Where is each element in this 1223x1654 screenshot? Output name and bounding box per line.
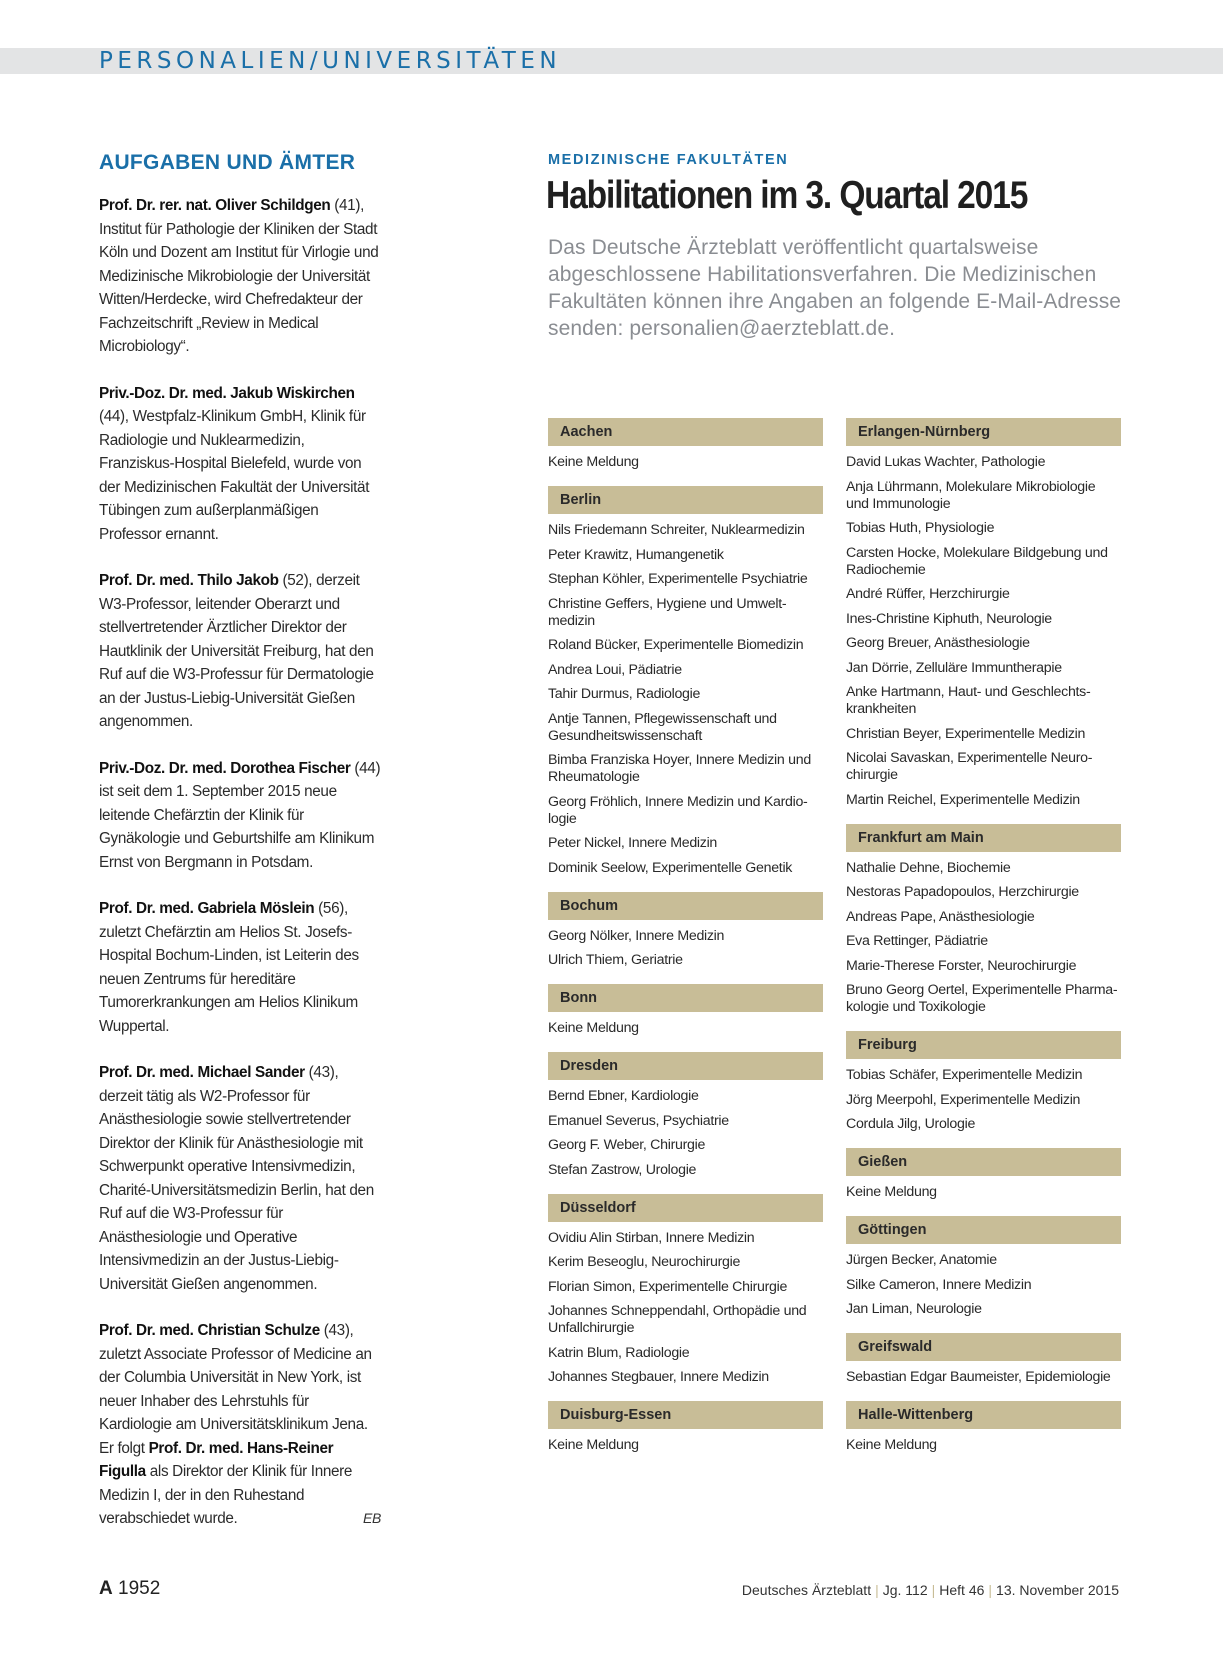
university-group [846,824,1121,1017]
habilitation-entry: Keine Meldung [548,1020,639,1036]
person-entry [99,897,381,1038]
university-group [846,1031,1121,1133]
person-name: Priv.-Doz. Dr. med. Jakub Wiskirchen [99,384,355,402]
university-heading: Greifswald [846,1333,1121,1361]
university-group [548,486,823,877]
journal-issue: Heft 46 [939,1582,985,1598]
habilitation-entry: Roland Bücker, Experimentelle Biomedizin [548,637,804,653]
journal-date: 13. November 2015 [996,1582,1119,1598]
article-intro: Das Deutsche Ärzteblatt veröffentlicht quartalsweise abgeschlossene Habilitationsverfahren. Die Medizinischen Fakultäten können ihre Angaben an folgende E-Mail-Adresse senden: personalien@aerzteblatt.de. [548,236,1122,340]
page-prefix: A [99,1578,113,1599]
university-group [846,1148,1121,1201]
person-text: (44), Westpfalz-Klinikum GmbH, Klinik für Radiologie und Nuklearmedizin, Franziskus-Hospital Bielefeld, wurde von der Medizinischen Fakultät der Universität Tübingen zum außerplanmäßigen Professor ernannt. [99,408,370,543]
university-heading: Gießen [846,1148,1121,1176]
article-title: Habilitationen im 3. Quartal 2015 [546,174,1028,217]
person-text: (43), zuletzt Associate Professor of Medicine an der Columbia Universität in New York, ist neuer Inhaber des Lehrstuhls für Kardiologie am Universitätsklinikum Jena. Er folgt [99,1322,372,1457]
person-entry [99,194,381,359]
person-text: (43), derzeit tätig als W2-Professor für Anästhesiologie sowie stellvertretender Direktor der Klinik für Anästhesiologie mit Schwerpunkt operative Intensivmedizin, Charité-Universitätsmedizin Berlin, hat den Ruf auf die W3-Professur für Anästhesiologie und Operative Intensivmedizin an der Justus-Liebig-Universität Gießen angenommen. [99,1064,374,1293]
university-heading: Bonn [548,984,823,1012]
person-name: Prof. Dr. med. Thilo Jakob [99,572,279,589]
habilitation-entry: Christian Beyer, Experimentelle Medizin [846,725,1086,742]
predecessor-name: Prof. Dr. med. Hans-Reiner Figulla [99,1439,334,1480]
habilitation-entry: Antje Tannen, Pflegewissenschaft und Gesundheitswissenschaft [548,710,777,744]
habilitation-entry: Keine Meldung [846,1184,937,1200]
habilitation-entry: Dominik Seelow, Experimentelle Genetik [548,859,793,876]
university-group [846,1333,1121,1386]
habilitation-entry: Jürgen Becker, Anatomie [846,1252,997,1268]
journal-volume: Jg. 112 [882,1582,928,1598]
habilitation-entry: Tobias Schäfer, Experimentelle Medizin [846,1067,1083,1083]
habilitation-entry: Kerim Beseoglu, Neurochirurgie [548,1254,741,1270]
habilitation-entry: Florian Simon, Experimentelle Chirurgie [548,1278,788,1295]
left-column-title: AUFGABEN UND ÄMTER [99,151,356,174]
university-heading: Bochum [548,892,823,920]
habilitation-entry: Peter Nickel, Innere Medizin [548,835,718,851]
habilitation-entry: David Lukas Wachter, Pathologie [846,454,1046,470]
person-entry [99,1061,381,1296]
university-group [548,892,823,970]
habilitation-entry: Johannes Stegbauer, Innere Medizin [548,1369,769,1385]
journal-name: Deutsches Ärzteblatt [741,1582,872,1598]
habilitation-entry: Jan Dörrie, Zelluläre Immuntherapie [846,659,1062,676]
section-label: PERSONALIEN/UNIVERSITÄTEN [99,48,562,74]
habilitation-entry: Andreas Pape, Anästhesiologie [846,908,1035,925]
person-entry [99,382,381,547]
habilitation-entry: Ines-Christine Kiphuth, Neurologie [846,610,1052,627]
person-name: Prof. Dr. med. Michael Sander [99,1064,305,1081]
habilitation-entry: Andrea Loui, Pädiatrie [548,661,682,678]
person-text: (44) ist seit dem 1. September 2015 neue leitende Chefärztin der Klinik für Gynäkologie und Geburtshilfe am Klinikum Ernst von Bergmann in Potsdam. [99,759,381,871]
habilitation-entry: Sebastian Edgar Baumeister, Epidemiologie [846,1369,1111,1385]
habilitation-entry: Nathalie Dehne, Biochemie [846,859,1011,876]
habilitation-entry: Marie-Therese Forster, Neurochirurgie [846,957,1077,974]
habilitation-entry: Bernd Ebner, Kardiologie [548,1088,699,1104]
habilitation-entry: Christine Geffers, Hygiene und Umwelt-medizin [548,595,787,629]
habilitation-entry: Jan Liman, Neurologie [846,1301,982,1317]
habilitation-entry: Eva Rettinger, Pädiatrie [846,933,988,949]
habilitation-entry: Ovidiu Alin Stirban, Innere Medizin [548,1229,755,1246]
habilitation-entry: Georg Fröhlich, Innere Medizin und Kardio-logie [548,793,808,827]
habilitation-entry: André Rüffer, Herzchirurgie [846,586,1010,602]
university-heading: Göttingen [846,1216,1121,1244]
habilitation-entry: Georg Nölker, Innere Medizin [548,927,725,944]
footer-citation: Deutsches Ärzteblatt | Jg. 112 | Heft 46 | 13. November 2015 [741,1582,1119,1598]
habilitation-entry: Emanuel Severus, Psychiatrie [548,1112,729,1129]
left-column [99,150,381,1531]
habilitation-entry: Keine Meldung [548,454,639,470]
university-heading: Aachen [548,418,823,446]
page-number [99,1578,160,1600]
person-name: Prof. Dr. rer. nat. Oliver Schildgen [99,197,331,214]
habilitation-entry: Stefan Zastrow, Urologie [548,1161,697,1178]
university-heading: Düsseldorf [548,1194,823,1222]
person-name: Prof. Dr. med. Christian Schulze [99,1322,320,1339]
university-group [548,984,823,1037]
university-heading: Berlin [548,486,823,514]
habilitation-entry: Tobias Huth, Physiologie [846,520,995,536]
habilitation-entry: Keine Meldung [846,1437,937,1453]
person-entry [99,569,381,734]
habilitation-entry: Nils Friedemann Schreiter, Nuklearmedizin [548,522,805,538]
habilitation-column-2 [846,418,1121,1469]
university-group [548,1052,823,1179]
habilitation-entry: Georg Breuer, Anästhesiologie [846,635,1030,651]
university-group [548,1194,823,1387]
person-name: Priv.-Doz. Dr. med. Dorothea Fischer [99,759,351,777]
habilitation-entry: Jörg Meerpohl, Experimentelle Medizin [846,1091,1081,1108]
habilitation-entry: Tahir Durmus, Radiologie [548,686,701,702]
page-number-value: 1952 [118,1578,161,1599]
person-text: (56), zuletzt Chefärztin am Helios St. Josefs-Hospital Bochum-Linden, ist Leiterin des neuen Zentrums für hereditäre Tumorerkrankungen am Helios Klinikum Wuppertal. [99,900,359,1035]
author-signature: EB [363,1510,381,1526]
habilitation-entry: Martin Reichel, Experimentelle Medizin [846,791,1080,808]
person-text: (52), derzeit W3-Professor, leitender Oberarzt und stellvertretender Ärztlicher Direktor der Hautklinik der Universität Freiburg, hat den Ruf auf die W3-Professur für Dermatologie an der Justus-Liebig-Universität Gießen angenommen. [99,572,374,730]
university-group [846,418,1121,809]
habilitation-entry: Bimba Franziska Hoyer, Innere Medizin und Rheumatologie [548,752,811,785]
article-kicker: MEDIZINISCHE FAKULTÄTEN [548,152,789,168]
habilitation-column-1 [548,418,823,1469]
habilitation-entry: Bruno Georg Oertel, Experimentelle Pharma-kologie und Toxikologie [846,982,1118,1015]
habilitation-entry: Cordula Jilg, Urologie [846,1116,976,1132]
person-text: (41), Institut für Pathologie der Kliniken der Stadt Köln und Dozent am Institut für Virlogie und Medizinische Mikrobiologie der Universität Witten/Herdecke, wird Chefredakteur der Fachzeitschrift „Review in Medical Microbiology“. [99,197,379,355]
university-group [846,1216,1121,1318]
university-heading: Freiburg [846,1031,1121,1059]
university-heading: Erlangen-Nürnberg [846,418,1121,446]
habilitation-entry: Nestoras Papadopoulos, Herzchirurgie [846,884,1079,900]
university-heading: Frankfurt am Main [846,824,1121,852]
university-group [548,418,823,471]
habilitation-entry: Katrin Blum, Radiologie [548,1344,690,1361]
habilitation-entry: Nicolai Savaskan, Experimentelle Neuro-chirurgie [846,750,1093,783]
habilitation-entry: Stephan Köhler, Experimentelle Psychiatrie [548,571,808,587]
habilitation-entry: Silke Cameron, Innere Medizin [846,1276,1032,1293]
habilitation-entry: Johannes Schneppendahl, Orthopädie und Unfallchirurgie [548,1303,807,1336]
university-heading: Dresden [548,1052,823,1080]
person-entry [99,1319,381,1531]
person-name: Prof. Dr. med. Gabriela Möslein [99,900,315,917]
habilitation-entry: Peter Krawitz, Humangenetik [548,546,724,563]
university-group [846,1401,1121,1454]
university-heading: Duisburg-Essen [548,1401,823,1429]
habilitation-entry: Ulrich Thiem, Geriatrie [548,952,683,968]
habilitation-entry: Georg F. Weber, Chirurgie [548,1137,706,1153]
person-entry [99,757,381,875]
habilitation-entry: Carsten Hocke, Molekulare Bildgebung und Radiochemie [846,544,1108,578]
university-group [548,1401,823,1454]
habilitation-entry: Keine Meldung [548,1437,639,1453]
habilitation-entry: Anja Lührmann, Molekulare Mikrobiologie und Immunologie [846,478,1096,512]
habilitation-entry: Anke Hartmann, Haut- und Geschlechts-krankheiten [846,684,1091,717]
person-text: als Direktor der Klinik für Innere Medizin I, der in den Ruhestand verabschiedet wurde. [99,1463,353,1527]
university-heading: Halle-Wittenberg [846,1401,1121,1429]
